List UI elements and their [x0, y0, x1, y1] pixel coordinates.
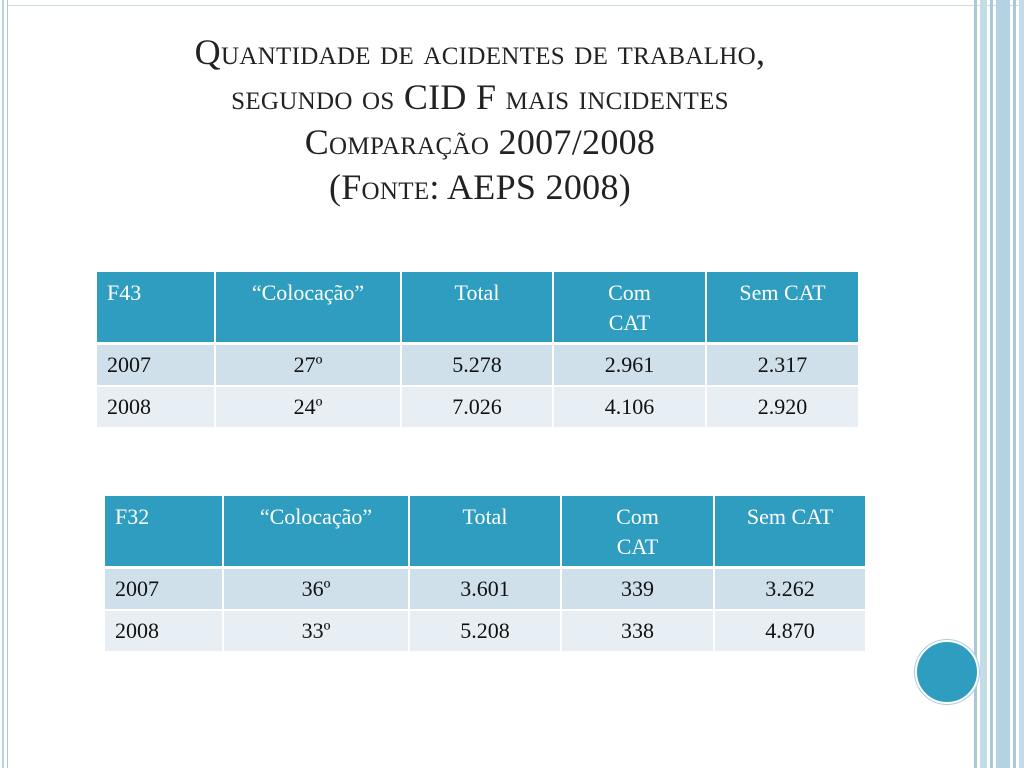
title-line-4: (Fonte: AEPS 2008) [328, 167, 632, 207]
header-cell-sem-cat: Sem CAT [714, 496, 865, 568]
stripe [1013, 0, 1016, 768]
header-cell-com-cat [561, 496, 714, 568]
cell-com-cat: 339 [561, 568, 714, 611]
cell-com-cat: 4.106 [553, 386, 706, 427]
right-decorative-stripes [974, 0, 1024, 768]
header-cell-com-cat [553, 272, 706, 344]
cell-com-cat: 2.961 [553, 344, 706, 387]
header-com-cat-label: Com CAT [608, 280, 651, 335]
table-f32 [105, 496, 865, 651]
cell-year: 2007 [97, 344, 215, 387]
title-line-2: segundo os CID F mais incidentes [231, 77, 729, 117]
cell-colocacao: 36º [223, 568, 409, 611]
top-border [0, 0, 1024, 6]
cell-sem-cat: 4.870 [714, 610, 865, 651]
decorative-circle [915, 640, 979, 704]
cell-year: 2007 [105, 568, 223, 611]
cell-total: 3.601 [409, 568, 561, 611]
table-row [97, 386, 858, 427]
cell-total: 5.278 [401, 344, 553, 387]
header-cell-colocacao: “Colocação” [215, 272, 401, 344]
table-header-row [97, 272, 858, 344]
cell-total: 7.026 [401, 386, 553, 427]
cell-sem-cat: 2.317 [706, 344, 858, 387]
cell-year: 2008 [105, 610, 223, 651]
left-border [0, 0, 8, 768]
table-row [97, 344, 858, 387]
table-row [105, 610, 865, 651]
header-cell-code: F32 [105, 496, 223, 568]
table-header-row [105, 496, 865, 568]
title-line-1: Quantidade de acidentes de trabalho, [194, 32, 766, 72]
title-line-3: Comparação 2007/2008 [304, 122, 656, 162]
stripe [974, 0, 977, 768]
header-cell-colocacao: “Colocação” [223, 496, 409, 568]
cell-colocacao: 24º [215, 386, 401, 427]
slide-title [60, 30, 900, 210]
cell-colocacao: 27º [215, 344, 401, 387]
header-com-cat-label: Com CAT [616, 504, 659, 559]
stripe [990, 0, 993, 768]
cell-year: 2008 [97, 386, 215, 427]
cell-sem-cat: 2.920 [706, 386, 858, 427]
header-cell-code: F43 [97, 272, 215, 344]
stripe [1019, 0, 1024, 768]
cell-colocacao: 33º [223, 610, 409, 651]
header-cell-total: Total [401, 272, 553, 344]
table-row [105, 568, 865, 611]
cell-sem-cat: 3.262 [714, 568, 865, 611]
cell-total: 5.208 [409, 610, 561, 651]
stripe [996, 0, 1010, 768]
header-cell-sem-cat: Sem CAT [706, 272, 858, 344]
cell-com-cat: 338 [561, 610, 714, 651]
stripe [980, 0, 987, 768]
header-cell-total: Total [409, 496, 561, 568]
table-f43 [97, 272, 858, 427]
